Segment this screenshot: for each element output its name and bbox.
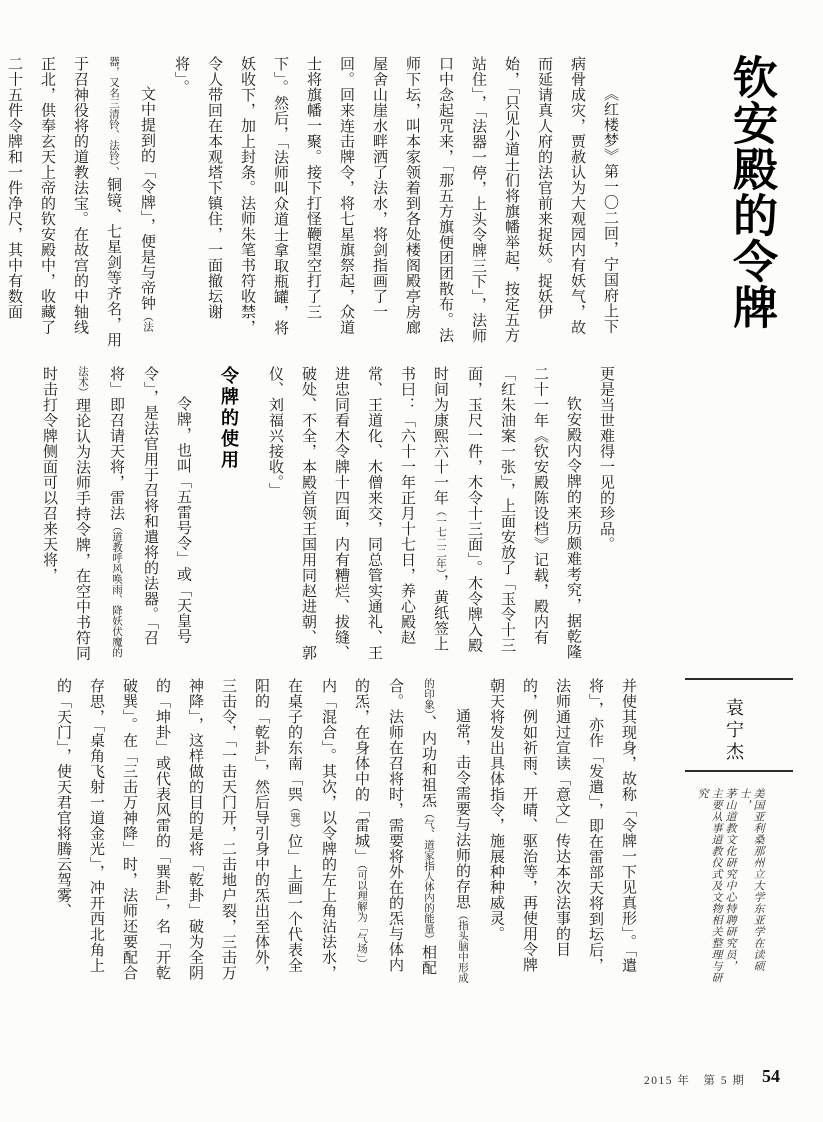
article-title: 钦安殿的令牌	[726, 54, 776, 330]
author-bio	[695, 788, 765, 993]
paragraph-ritual-detail	[46, 678, 479, 984]
paragraph-honglou-quote: 《红楼梦》第一〇二回，宁国府上下病骨成灾，贾赦认为大观园内有妖气，故而延请真人府的法官前来捉妖。捉妖伊始，「只见小道士们将旗幡举起，按定五方站住」，「法器一停，上头令牌三下」，法师口中念起咒来，「那五方旗便团团散布。法师下坛，叫本家领着到各处楼阁殿亭房廊屋舍山崖水畔洒了法水，将剑指画了一回。回来连击牌令，将七星旗祭起，众道士将旗幡一聚。接下打怪鞭望空打了三下」。然后，「法师叫众道士拿取瓶罐，将妖收下，加上封条。法师朱笔书符收禁，令人带回在本观塔下镇住，一面撤坛谢将」。	[173, 56, 618, 344]
paragraph-provenance	[258, 366, 589, 664]
author-bio-line: 茅山道教文化研究中心特聘研究员，	[724, 788, 736, 972]
author-bio-line: 美国亚利桑那州立大学东亚学在读硕士，	[738, 788, 764, 972]
author-block	[655, 666, 805, 1006]
footer-page-number: 54	[762, 1066, 780, 1086]
annotation-run: （指头脑中形成的印象）	[423, 678, 468, 983]
annotation-run: （法器，又名三清铃、法铃）、	[108, 56, 153, 332]
paragraph-lingpai-intro	[0, 56, 164, 348]
author-bio-line: 主要从事道教仪式及文物相关整理与研究	[696, 788, 722, 984]
text-run: 通常，击令需要与法师的存思	[454, 708, 470, 910]
footer-issue-label: 2015 年 第 5 期	[644, 1075, 746, 1087]
text-run: 钦安殿内令牌的来历颇难考究，据乾隆二十一年《钦安殿陈设档》记载，殿内有「红朱油案一张」，上面安放了「玉令十三面，玉尺一件，木令十三面」。木令牌入殿时间为康熙六十一年	[432, 366, 581, 660]
text-band-top	[6, 56, 626, 348]
text-run: 令牌，也叫「五雷号令」或「天皇号令」，是法官用于召将和遣将的法器。「召将」即召请天将，雷法	[108, 366, 191, 646]
section-heading: 令牌的使用	[219, 366, 239, 471]
paragraph-continuation: 并使其现身，故称「令牌一下见真形」。「遣将」，亦作「发遣」，即在雷部天将到坛后，法师通过宣读「意文」传达本次法事的目的，例如祈雨、开晴、驱治等，再使用令牌朝天将发出具体指令，施展种种威灵。	[488, 678, 636, 973]
text-run: ，黄纸签上书曰：「六十一年正月十七日，养心殿赵常、王道化、木僧来交，同总管实通礼、王进忠同看木令牌十四面，内有糟烂、拔缝、破处、不全，本殿首领王国用同赵进朝、郭仪、刘福兴接收。」	[267, 366, 448, 661]
text-run: 位」上画一个代表全阳的「乾卦」，然后导引身中的炁出至体外，三击令，「一击天门开，二击地户裂，三击万神降」，这样做的目的是将「乾卦」破为全阴的「坤卦」或代表风雷的「巽卦」，名「开乾破巽」。在「三击万神降」时，法师还要配合存思，「桌角飞射一道金光」，冲开西北角上的「天门」，使天君官将腾云驾雾、	[55, 678, 302, 981]
annotation-run: （一七二二年）	[435, 505, 446, 574]
text-run: 文中提到的「令牌」，便是与帝钟	[139, 86, 155, 311]
text-run: 理论认为法师手持令牌，在空中书符同时击打令牌侧面可以召来天将，	[41, 366, 90, 661]
text-run: 、内功和祖炁	[420, 714, 436, 808]
text-run: 相配合。法师在召将时，需要将外在的炁与体内的炁，在身体中的「雷城」	[353, 678, 436, 976]
text-run: 铜镜、七星剑等齐名，用于召神役将的道教法宝。在故宫的中轴线正北，供奉玄天上帝的钦安殿中，收藏了二十五件令牌和一件净尺，其中有数面	[6, 56, 121, 348]
text-run: 内「混合」。其次，以令牌的左上角沾法水，在桌子的东南「巺	[286, 678, 336, 981]
annotation-run: （可以理解为「气场」）	[356, 864, 367, 969]
text-band-middle	[40, 366, 622, 664]
annotation-run: （气、道家指人体内的能量）	[423, 807, 434, 945]
author-name: 袁宁杰	[724, 698, 744, 764]
paragraph-usage	[32, 366, 199, 664]
text-band-bottom	[40, 678, 644, 984]
paragraph-continuation: 更是当世难得一见的珍品。	[598, 366, 614, 552]
divider-line	[685, 678, 793, 680]
divider-line	[685, 770, 793, 772]
annotation-run: （道教呼风唤雨、降妖伏魔的法术）	[77, 366, 122, 658]
annotation-run: （巽）	[289, 802, 300, 834]
